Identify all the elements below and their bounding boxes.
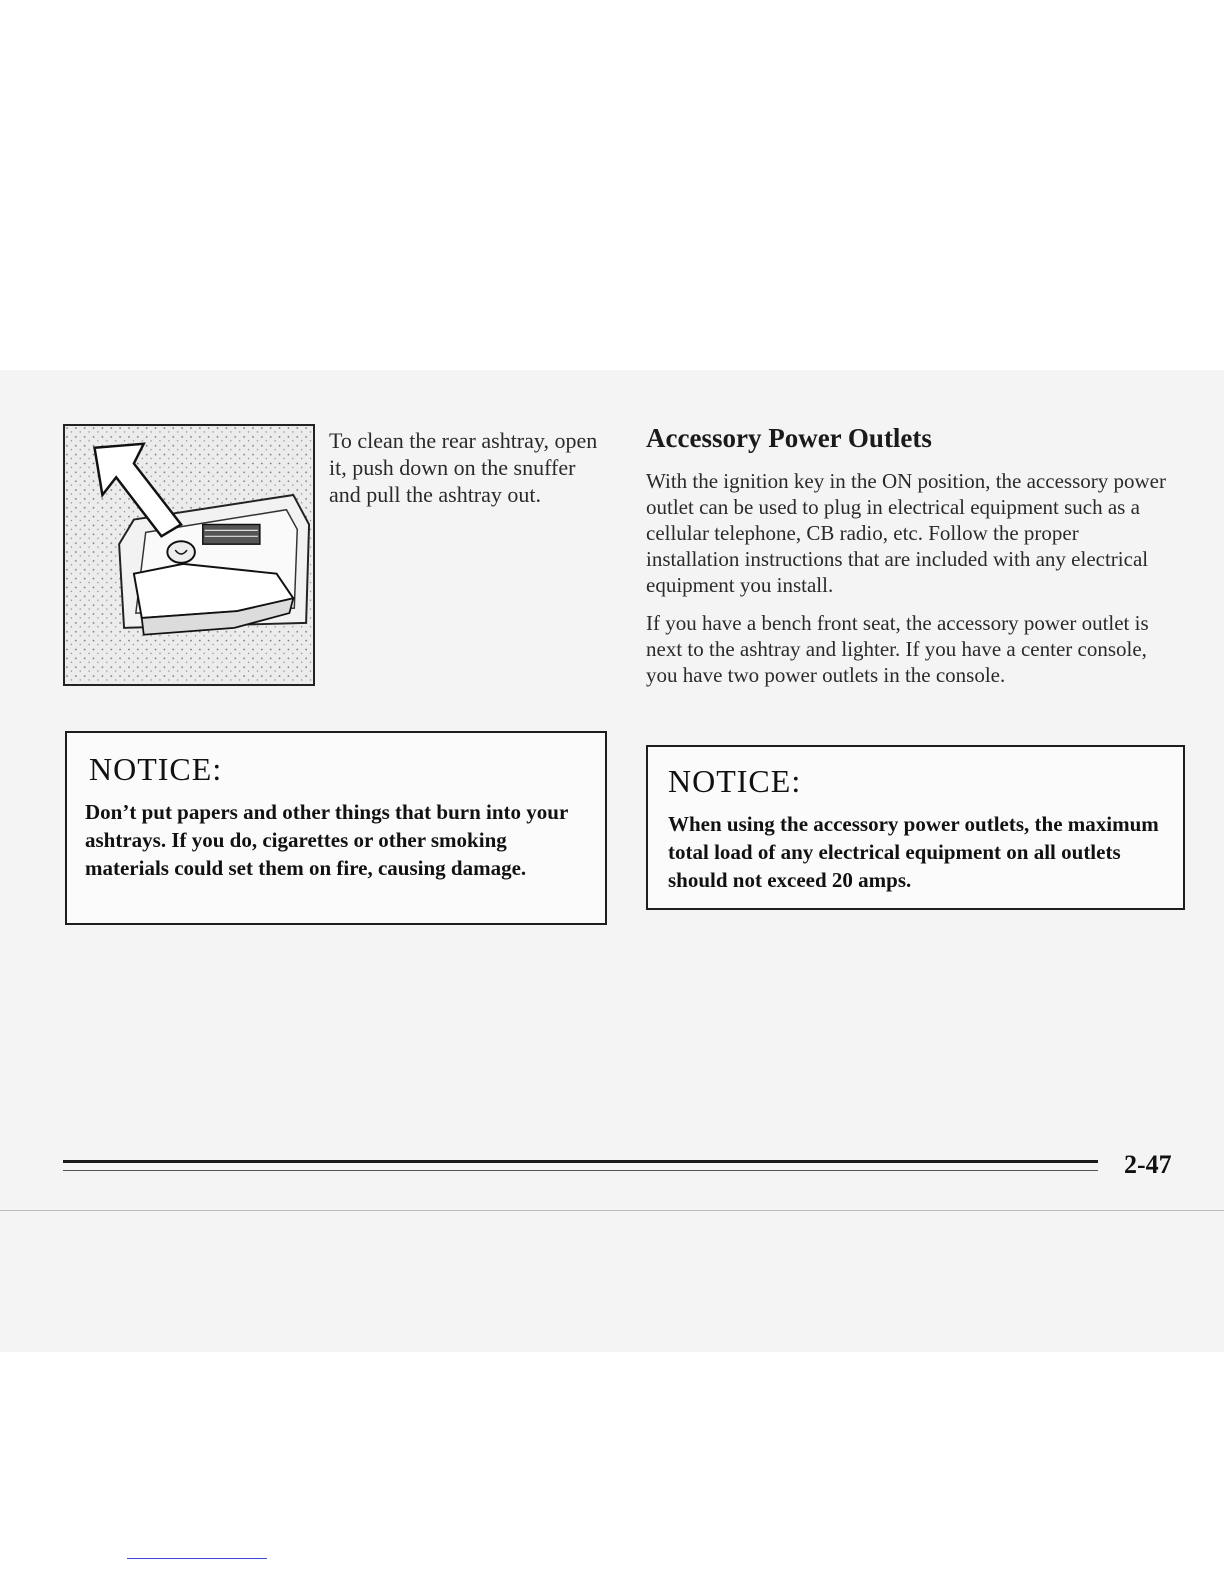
rear-ashtray-illustration bbox=[63, 424, 315, 686]
power-outlet-paragraph-2: If you have a bench front seat, the accessory power outlet is next to the ashtray and lighter. If you have a center console, you have two power outlets in the console. bbox=[646, 611, 1149, 687]
power-outlet-paragraph-1: With the ignition key in the ON position, the accessory power outlet can be used to plug in electrical equipment such as a cellular telephone, CB radio, etc. Follow the proper installation instructions that are included with any electrical equipment you install. bbox=[646, 469, 1166, 597]
notice-title: NOTICE: bbox=[668, 763, 802, 799]
page-number: 2-47 bbox=[1124, 1150, 1172, 1179]
footer-link-underline bbox=[127, 1558, 267, 1559]
ashtray-cleaning-instruction: To clean the rear ashtray, open it, push down on the snuffer and pull the ashtray out. bbox=[329, 428, 598, 507]
notice-body: Don’t put papers and other things that burn into your ashtrays. If you do, cigarettes or other smoking materials could set them on fire, causing damage. bbox=[85, 800, 568, 880]
scan-edge-line bbox=[0, 1210, 1224, 1211]
footer-rule-thin bbox=[63, 1170, 1098, 1171]
ashtray-notice-box bbox=[65, 731, 607, 925]
notice-body: When using the accessory power outlets, the maximum total load of any electrical equipment on all outlets should not exceed 20 amps. bbox=[668, 812, 1159, 892]
notice-title: NOTICE: bbox=[89, 751, 223, 787]
accessory-power-outlets-heading: Accessory Power Outlets bbox=[646, 423, 932, 453]
power-outlet-notice-box bbox=[646, 745, 1185, 910]
footer-rule bbox=[63, 1160, 1098, 1163]
ashtray-drawing bbox=[65, 426, 313, 684]
